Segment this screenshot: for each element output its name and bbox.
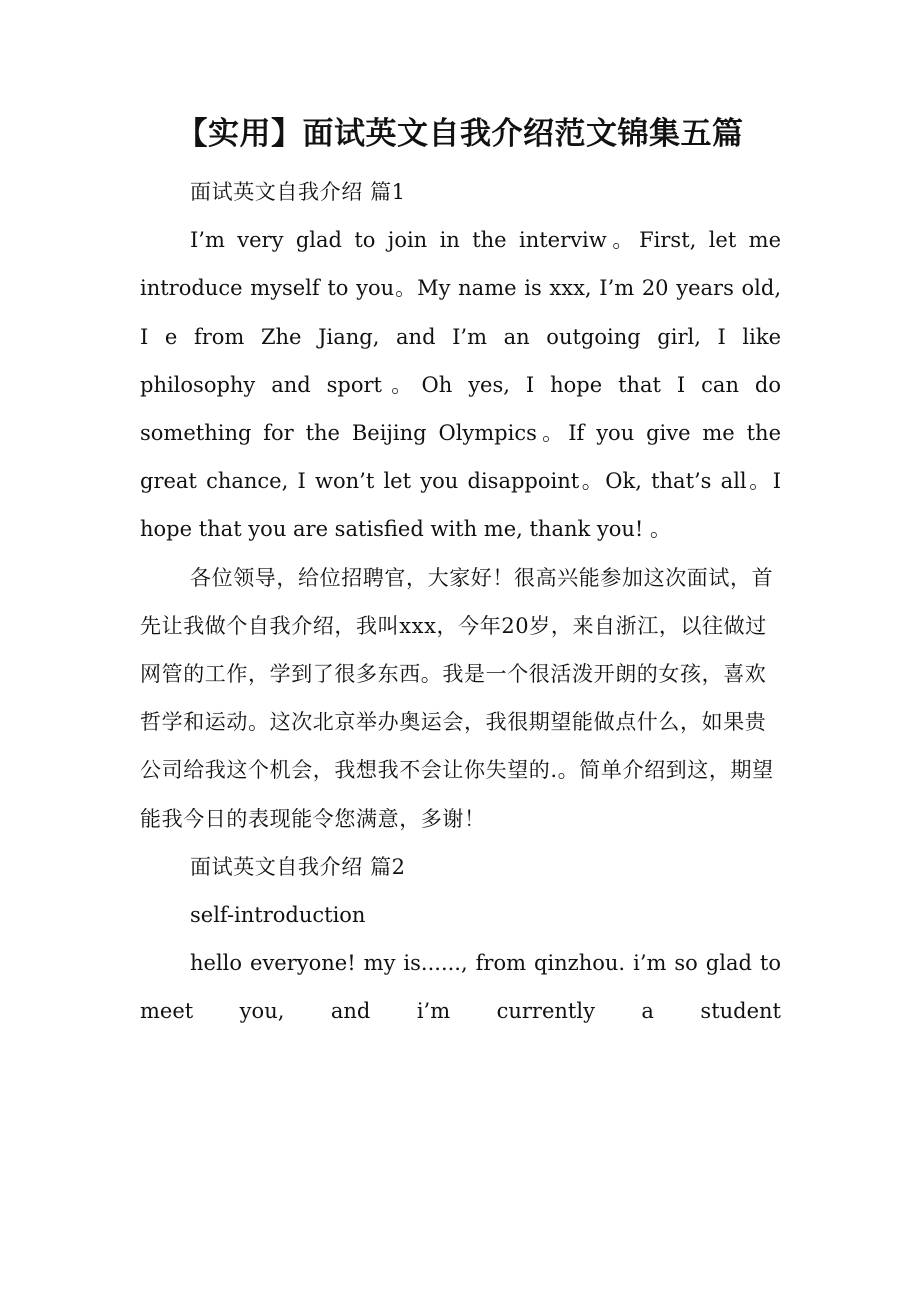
english-intro-paragraph: I’m very glad to join in the interviw。First, let me introduce myself to you。My name is xxx, I’m 20 years old, I e from Zhe Jiang, and I’m an outgoing girl, I like philosophy and sport。Oh yes, I hope that I can do something for the Beijing Olympics。If you give me the great chance, I won’t let you disappoint。Ok, that’s all。I hope that you are satisfied with me, thank you! 。 (140, 228, 781, 542)
document-title: 【实用】面试英文自我介绍范文锦集五篇 (176, 116, 744, 152)
section-heading-2: 面试英文自我介绍 篇2 (190, 854, 406, 879)
self-introduction-paragraph: hello everyone! my is......, from qinzhou. i’m so glad to meet you, and i’m currently a student (140, 951, 781, 1024)
chinese-intro-paragraph: 各位领导，给位招聘官，大家好！很高兴能参加这次面试，首先让我做个自我介绍，我叫xxx，今年20岁，来自浙江，以往做过网管的工作，学到了很多东西。我是一个很活泼开朗的女孩，喜欢哲学和运动。这次北京举办奥运会，我很期望能做点什么，如果贵公司给我这个机会，我想我不会让你失望的.。简单介绍到这，期望能我今日的表现能令您满意，多谢！ (140, 565, 774, 831)
self-introduction-label: self-introduction (190, 903, 366, 928)
section-heading-1: 面试英文自我介绍 篇1 (190, 180, 406, 204)
document-body (140, 168, 781, 1036)
